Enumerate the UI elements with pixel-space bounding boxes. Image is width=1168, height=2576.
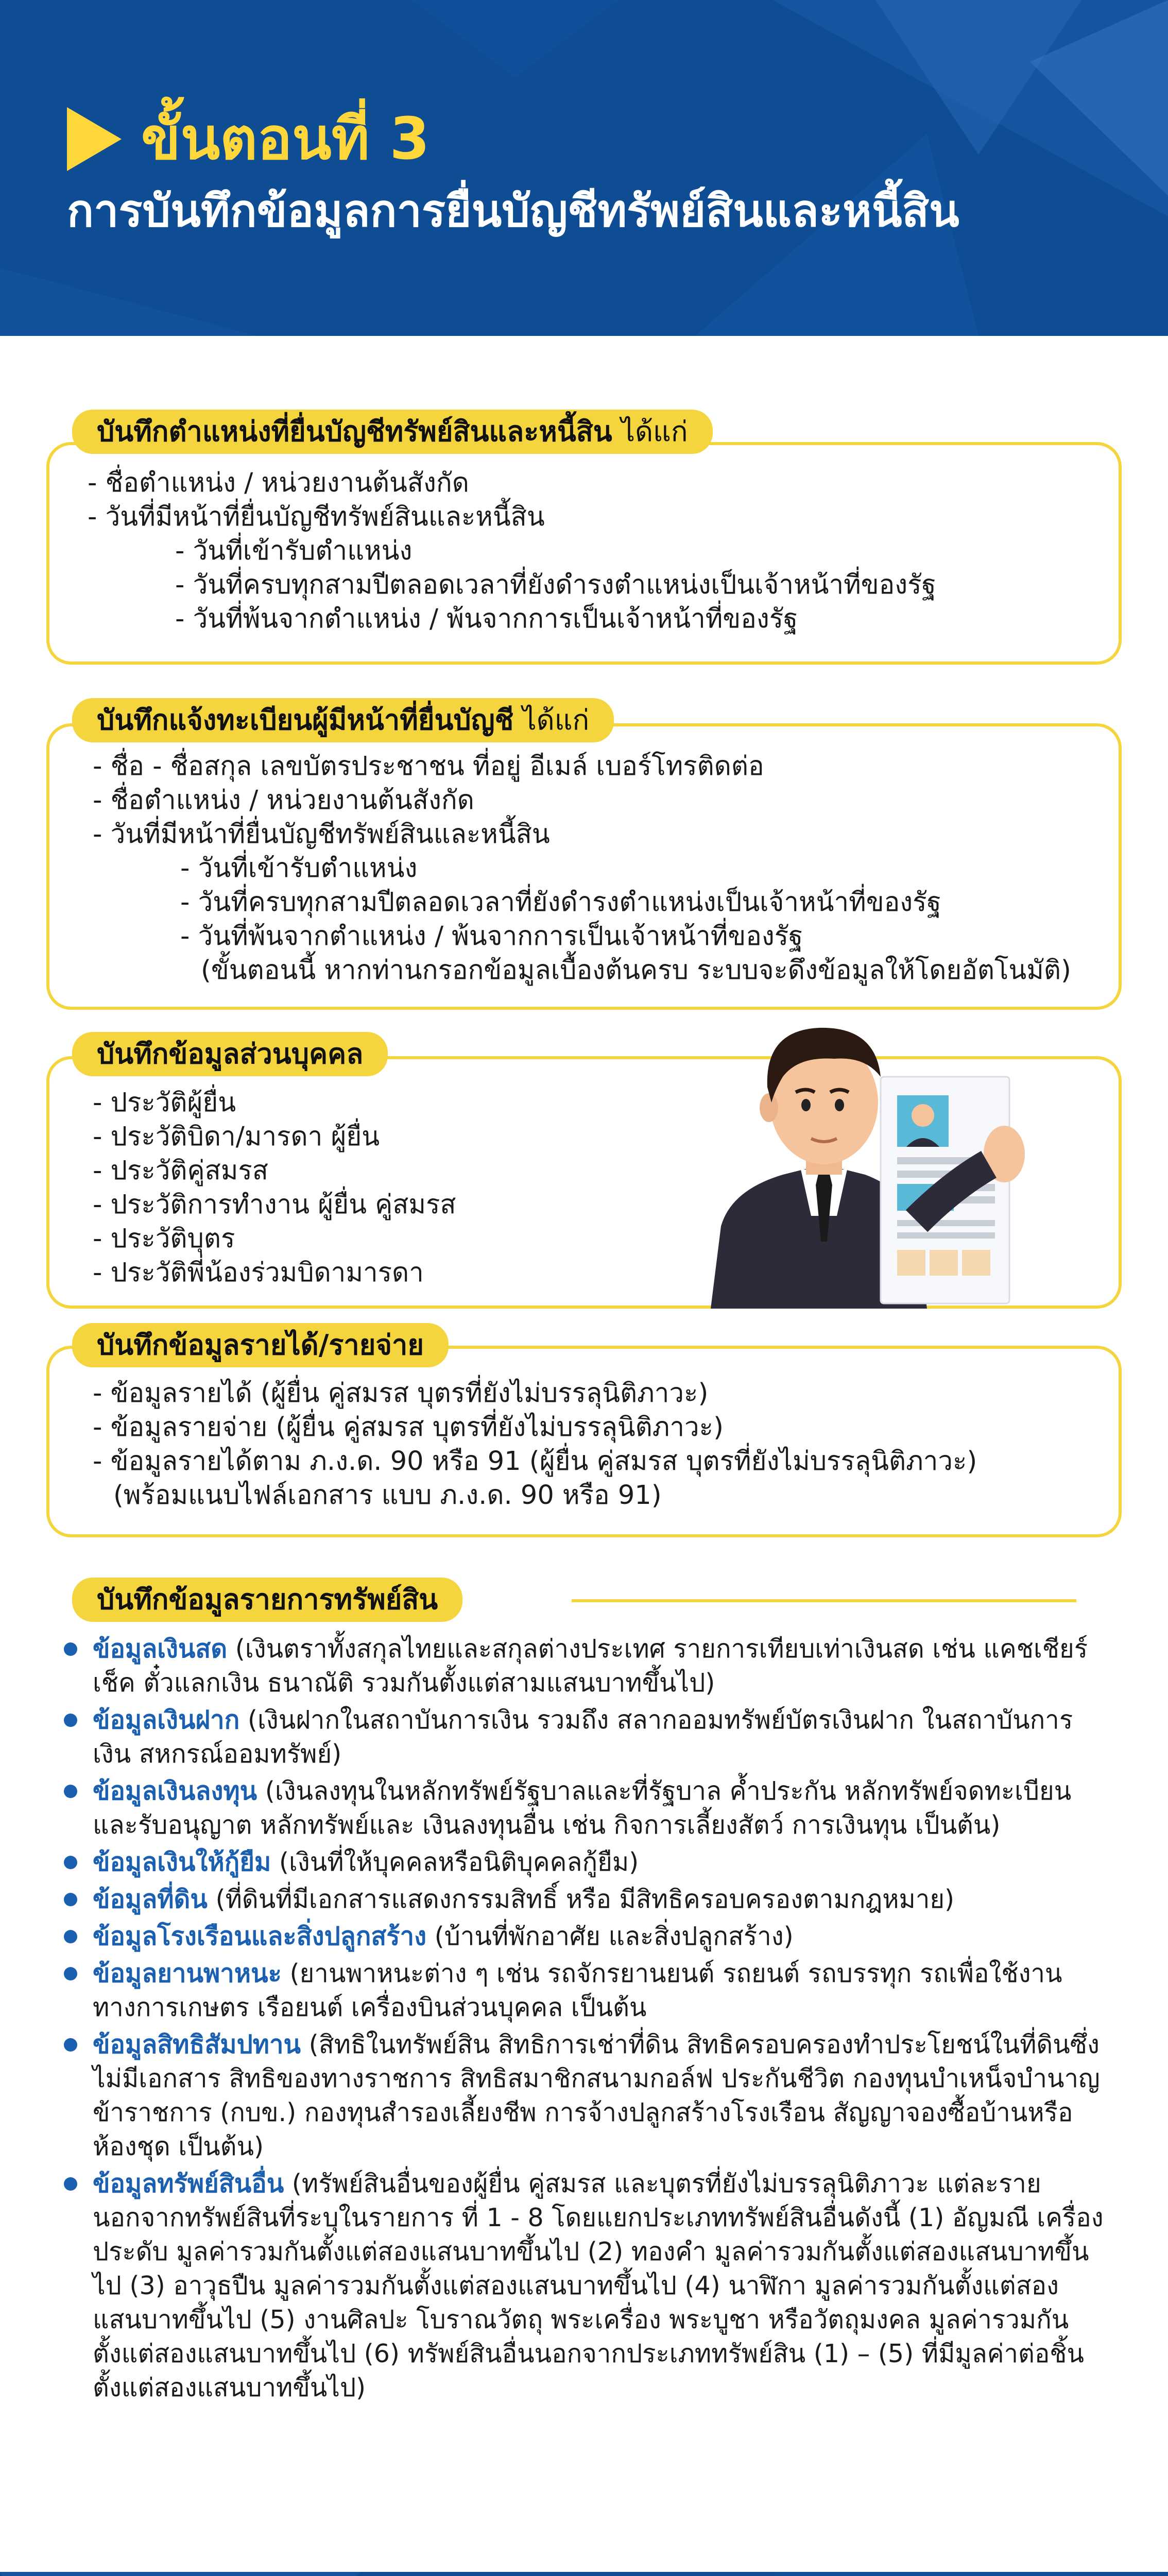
bullet-icon [64, 1967, 77, 1980]
bullet-icon [64, 1714, 77, 1727]
asset-desc: (เงินฝากในสถาบันการเงิน รวมถึง สลากออมทรัพย์บัตรเงินฝาก ในสถาบันการเงิน สหกรณ์ออมทรัพย์) [93, 1705, 1073, 1769]
list-item: - ประวัติบุตร [93, 1224, 235, 1254]
list-item: - ประวัติพี่น้องร่วมบิดามารดา [93, 1258, 424, 1288]
list-item: - วันที่พ้นจากตำแหน่ง / พ้นจากการเป็นเจ้าหน้าที่ของรัฐ [180, 921, 803, 952]
asset-desc: (ที่ดินที่มีเอกสารแสดงกรรมสิทธิ์ หรือ มีสิทธิครอบครองตามกฎหมาย) [207, 1885, 955, 1914]
list-item: - ข้อมูลรายได้ตาม ภ.ง.ด. 90 หรือ 91 (ผู้ยื่น คู่สมรส บุตรที่ยังไม่บรรลุนิติภาวะ) [93, 1446, 977, 1477]
asset-list [62, 1632, 1107, 2408]
income-lines [93, 1377, 977, 1513]
bullet-icon [64, 1856, 77, 1869]
asset-item-loan [62, 1845, 1107, 1879]
page-subtitle: การบันทึกข้อมูลการยื่นบัญชีทรัพย์สินและหนี้สิน [67, 185, 959, 237]
registration-title: บันทึกแจ้งทะเบียนผู้มีหน้าที่ยื่นบัญชี [97, 704, 514, 736]
asset-item-investment [62, 1774, 1107, 1842]
note-line: (พร้อมแนบไฟล์เอกสาร แบบ ภ.ง.ด. 90 หรือ 91) [113, 1480, 662, 1511]
registration-suffix: ได้แก่ [522, 704, 590, 736]
asset-desc: (บ้านที่พักอาศัย และสิ่งปลูกสร้าง) [426, 1922, 794, 1951]
businessman-illustration [711, 999, 1030, 1309]
list-item: - วันที่มีหน้าที่ยื่นบัญชีทรัพย์สินและหนี้สิน [88, 502, 545, 532]
position-suffix: ได้แก่ [621, 415, 688, 448]
list-item: - ชื่อตำแหน่ง / หน่วยงานต้นสังกัด [93, 785, 474, 816]
income-title: บันทึกข้อมูลรายได้/รายจ่าย [97, 1329, 424, 1361]
asset-title: ข้อมูลทรัพย์สินอื่น [93, 2169, 284, 2198]
asset-item-building [62, 1920, 1107, 1954]
step-row [67, 103, 959, 175]
footer-banner [0, 2572, 1168, 2576]
asset-title: ข้อมูลเงินให้กู้ยืม [93, 1848, 271, 1877]
asset-item-cash [62, 1632, 1107, 1700]
note-line: (ขั้นตอนนี้ หากท่านกรอกข้อมูลเบื้องต้นครบ ระบบจะดึงข้อมูลให้โดยอัตโนมัติ) [201, 955, 1071, 986]
position-title: บันทึกตำแหน่งที่ยื่นบัญชีทรัพย์สินและหนี้สิน [97, 415, 612, 448]
header-banner [0, 0, 1168, 336]
assets-title: บันทึกข้อมูลรายการทรัพย์สิน [97, 1583, 438, 1616]
asset-item-vehicle [62, 1957, 1107, 2025]
footer-pattern [0, 2572, 1168, 2576]
list-item: - ประวัติผู้ยื่น [93, 1088, 236, 1118]
asset-desc: (เงินลงทุนในหลักทรัพย์รัฐบาลและที่รัฐบาล ค้ำประกัน หลักทรัพย์จดทะเบียนและรับอนุญาต หลักทรัพย์และ เงินลงทุนอื่น เช่น กิจการเลี้ยงสัตว์ การเงินทุน เป็นต้น) [93, 1776, 1072, 1840]
list-item: - วันที่เข้ารับตำแหน่ง [180, 853, 418, 884]
asset-item-deposit [62, 1703, 1107, 1771]
list-item: - วันที่ครบทุกสามปีตลอดเวลาที่ยังดำรงตำแหน่งเป็นเจ้าหน้าที่ของรัฐ [175, 570, 936, 600]
registration-tag [72, 698, 614, 742]
asset-item-land [62, 1883, 1107, 1917]
asset-title: ข้อมูลเงินสด [93, 1634, 228, 1664]
list-item: - ประวัติคู่สมรส [93, 1156, 268, 1186]
asset-item-other [62, 2167, 1107, 2405]
list-item: - ชื่อ - ชื่อสกุล เลขบัตรประชาชน ที่อยู่ อีเมล์ เบอร์โทรติดต่อ [93, 751, 764, 782]
list-item: - วันที่ครบทุกสามปีตลอดเวลาที่ยังดำรงตำแหน่งเป็นเจ้าหน้าที่ของรัฐ [180, 887, 941, 918]
bullet-icon [64, 1930, 77, 1943]
asset-desc: (เงินตราทั้งสกุลไทยและสกุลต่างประเทศ รายการเทียบเท่าเงินสด เช่น แคชเชียร์เช็ค ตั๋วแลกเงิน ธนาณัติ รวมกันตั้งแต่สามแสนบาทขึ้นไป) [93, 1634, 1088, 1698]
asset-title: ข้อมูลสิทธิสัมปทาน [93, 2030, 301, 2059]
asset-title: ข้อมูลยานพาหนะ [93, 1959, 282, 1988]
asset-desc: (สิทธิในทรัพย์สิน สิทธิการเช่าที่ดิน สิทธิครอบครองทำประโยชน์ในที่ดินซึ่งไม่มีเอกสาร สิทธิของทางราชการ สิทธิสมาชิกสนามกอล์ฟ ประกันชีวิต กองทุนบำเหน็จบำนาญข้าราชการ (กบข.) กองทุนสำรองเลี้ยงชีพ การจ้างปลูกสร้างโรงเรือน สัญญาจองซื้อบ้านหรือห้องชุด เป็นต้น) [93, 2030, 1100, 2161]
list-item: - วันที่เข้ารับตำแหน่ง [175, 536, 413, 566]
income-tag [72, 1323, 449, 1367]
list-item: - ชื่อตำแหน่ง / หน่วยงานต้นสังกัด [88, 468, 469, 498]
asset-title: ข้อมูลเงินฝาก [93, 1705, 240, 1735]
assets-tag [72, 1578, 462, 1622]
asset-title: ข้อมูลเงินลงทุน [93, 1776, 257, 1806]
bullet-icon [64, 2038, 77, 2052]
bullet-icon [64, 2177, 77, 2191]
bullet-icon [64, 1785, 77, 1798]
list-item: - ประวัติการทำงาน ผู้ยื่น คู่สมรส [93, 1190, 456, 1220]
bullet-icon [64, 1893, 77, 1906]
position-lines [88, 466, 936, 636]
position-tag [72, 410, 713, 454]
asset-desc: (ทรัพย์สินอื่นของผู้ยื่น คู่สมรส และบุตรที่ยังไม่บรรลุนิติภาวะ แต่ละราย นอกจากทรัพย์สินที่ระบุในรายการ ที่ 1 - 8 โดยแยกประเภททรัพย์สินอื่นดังนี้ (1) อัญมณี เครื่องประดับ มูลค่ารวมกันตั้งแต่สองแสนบาทขึ้นไป (2) ทองคำ มูลค่ารวมกันตั้งแต่สองแสนบาทขึ้นไป (3) อาวุธปืน มูลค่ารวมกันตั้งแต่สองแสนบาทขึ้นไป (4) นาฬิกา มูลค่ารวมกันตั้งแต่สองแสนบาทขึ้นไป (5) งานศิลปะ โบราณวัตถุ พระเครื่อง พระบูชา หรือวัตถุมงคล มูลค่ารวมกันตั้งแต่สองแสนบาทขึ้นไป (6) ทรัพย์สินอื่นนอกจากประเภททรัพย์สิน (1) – (5) ที่มีมูลค่าต่อชิ้นตั้งแต่สองแสนบาทขึ้นไป) [93, 2169, 1104, 2402]
asset-title: ข้อมูลที่ดิน [93, 1885, 208, 1914]
personal-lines [93, 1086, 456, 1290]
list-item: - ข้อมูลรายได้ (ผู้ยื่น คู่สมรส บุตรที่ยังไม่บรรลุนิติภาวะ) [93, 1378, 709, 1409]
step-title: ขั้นตอนที่ 3 [141, 106, 430, 173]
list-item: - วันที่มีหน้าที่ยื่นบัญชีทรัพย์สินและหนี้สิน [93, 819, 550, 850]
play-icon [67, 107, 122, 171]
personal-tag [72, 1032, 388, 1076]
assets-divider [572, 1599, 1076, 1602]
asset-title: ข้อมูลโรงเรือนและสิ่งปลูกสร้าง [93, 1922, 427, 1951]
asset-desc: (เงินที่ให้บุคคลหรือนิติบุคคลกู้ยืม) [271, 1848, 639, 1877]
list-item: - ประวัติบิดา/มารดา ผู้ยื่น [93, 1122, 380, 1152]
asset-desc: (ยานพาหนะต่าง ๆ เช่น รถจักรยานยนต์ รถยนต์ รถบรรทุก รถเพื่อใช้งานทางการเกษตร เรือยนต์ เครื่องบินส่วนบุคคล เป็นต้น [93, 1959, 1062, 2022]
asset-item-concession [62, 2028, 1107, 2164]
list-item: - ข้อมูลรายจ่าย (ผู้ยื่น คู่สมรส บุตรที่ยังไม่บรรลุนิติภาวะ) [93, 1412, 724, 1443]
header-content [67, 103, 959, 242]
registration-lines [93, 750, 1071, 988]
list-item: - วันที่พ้นจากตำแหน่ง / พ้นจากการเป็นเจ้าหน้าที่ของรัฐ [175, 604, 798, 634]
personal-title: บันทึกข้อมูลส่วนบุคคล [97, 1038, 364, 1070]
bullet-icon [64, 1642, 77, 1656]
